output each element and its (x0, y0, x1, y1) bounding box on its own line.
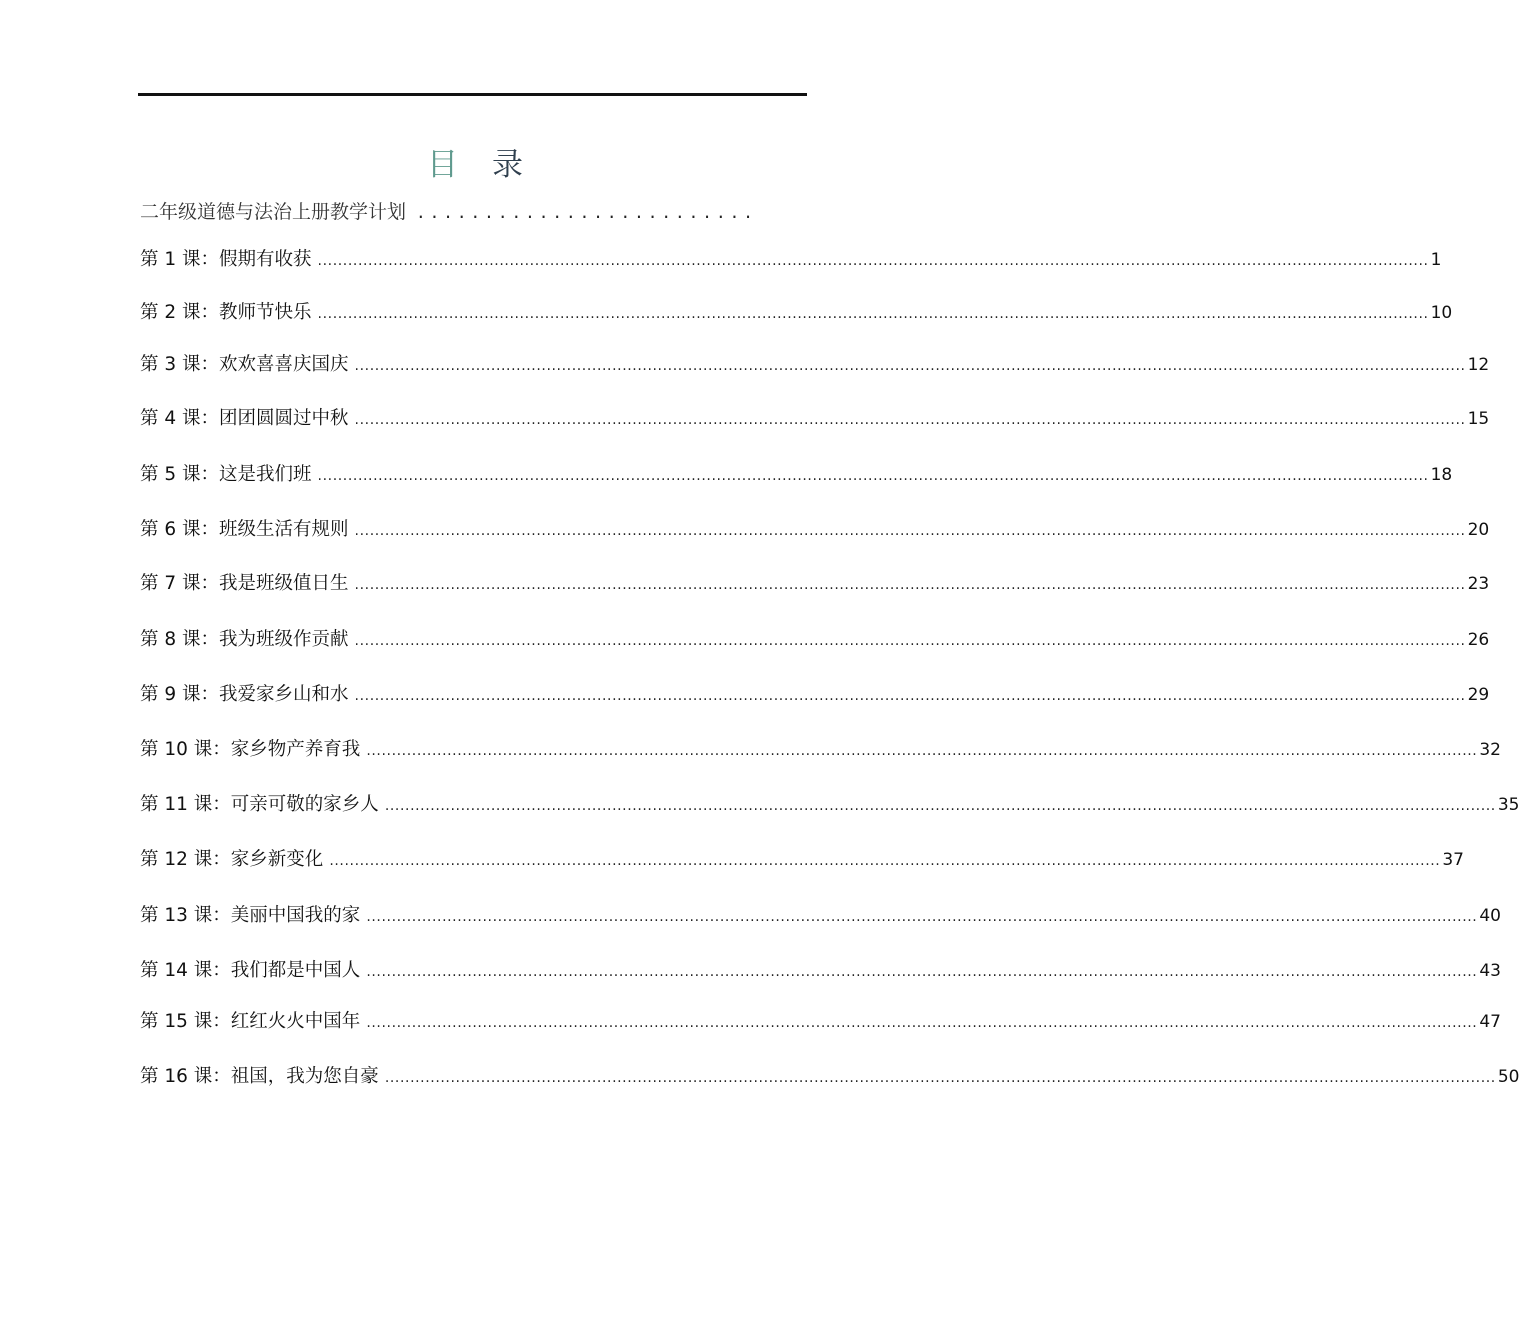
toc-leader-dots: ......................... (416, 203, 757, 222)
toc-entry-label: 第 3 课：欢欢喜喜庆国庆 (140, 354, 349, 375)
toc-entry-label: 第 6 课：班级生活有规则 (140, 519, 349, 540)
toc-leader-dots: ............................................................................................................................................................................................................................ (354, 523, 1466, 539)
toc-leader-dots: ............................................................................................................................................................................................................................ (354, 412, 1466, 428)
toc-entry-label: 二年级道德与法治上册教学计划 (140, 201, 407, 223)
toc-entry[interactable] (140, 351, 1490, 379)
toc-page-number: 15 (1467, 409, 1490, 429)
toc-leader-dots: ............................................................................................................................................................................................................................ (366, 909, 1478, 925)
toc-leader-dots: ............................................................................................................................................................................................................................ (384, 798, 1496, 814)
toc-entry-teaching-plan[interactable] (140, 197, 780, 223)
toc-leader-dots: ............................................................................................................................................................................................................................ (317, 306, 1429, 322)
toc-leader-dots: ............................................................................................................................................................................................................................ (366, 964, 1478, 980)
toc-entry[interactable] (140, 681, 1490, 709)
toc-entry-label: 第 16 课：祖国，我为您自豪 (140, 1066, 379, 1087)
toc-entry-label: 第 13 课：美丽中国我的家 (140, 905, 361, 926)
toc-entry-label: 第 11 课：可亲可敬的家乡人 (140, 794, 379, 815)
toc-entry[interactable] (140, 405, 1490, 433)
toc-page-number: 32 (1479, 740, 1501, 760)
toc-leader-dots: ............................................................................................................................................................................................................................ (354, 633, 1466, 649)
toc-page-number: 37 (1442, 850, 1464, 870)
toc-leader-dots: ............................................................................................................................................................................................................................ (366, 1015, 1478, 1031)
toc-page-number: 43 (1479, 961, 1501, 981)
toc-page-number: 12 (1467, 355, 1490, 375)
toc-page-number: 40 (1479, 906, 1501, 926)
toc-page-number: 50 (1497, 1067, 1520, 1087)
toc-entry[interactable] (140, 246, 1442, 274)
toc-entry-label: 第 8 课：我为班级作贡献 (140, 629, 349, 650)
toc-entry[interactable] (140, 516, 1490, 544)
toc-entry[interactable] (140, 1063, 1520, 1091)
toc-entry[interactable] (140, 626, 1490, 654)
toc-leader-dots: ............................................................................................................................................................................................................................ (354, 688, 1466, 704)
toc-entry-label: 第 1 课：假期有收获 (140, 249, 312, 270)
toc-entry-label: 第 9 课：我爱家乡山和水 (140, 684, 349, 705)
toc-entry-label: 第 5 课：这是我们班 (140, 464, 312, 485)
toc-leader-dots: ............................................................................................................................................................................................................................ (317, 253, 1429, 269)
toc-entry-label: 第 15 课：红红火火中国年 (140, 1011, 361, 1032)
toc-entry-label: 第 2 课：教师节快乐 (140, 302, 312, 323)
toc-page-number: 10 (1430, 303, 1453, 323)
toc-leader-dots: ............................................................................................................................................................................................................................ (317, 468, 1429, 484)
toc-entry-label: 第 4 课：团团圆圆过中秋 (140, 408, 349, 429)
toc-page-number: 47 (1479, 1012, 1501, 1032)
toc-entry[interactable] (140, 902, 1501, 930)
toc-page-number: 23 (1467, 574, 1490, 594)
toc-title-char-1: 目 (427, 147, 458, 183)
toc-entry-label: 第 14 课：我们都是中国人 (140, 960, 361, 981)
toc-entry[interactable] (140, 299, 1453, 327)
toc-leader-dots: ............................................................................................................................................................................................................................ (384, 1070, 1496, 1086)
toc-leader-dots: ............................................................................................................................................................................................................................ (354, 577, 1466, 593)
toc-leader-dots: ............................................................................................................................................................................................................................ (354, 358, 1466, 374)
toc-page-number: 29 (1467, 685, 1490, 705)
header-rule (138, 93, 807, 96)
toc-title (0, 145, 950, 185)
toc-leader-dots: ............................................................................................................................................................................................................................ (366, 743, 1478, 759)
toc-entry[interactable] (140, 1008, 1501, 1036)
toc-page-number: 1 (1430, 250, 1442, 270)
toc-entry[interactable] (140, 791, 1520, 819)
toc-leader-dots: ............................................................................................................................................................................................................................ (329, 853, 1441, 869)
toc-entry[interactable] (140, 461, 1453, 489)
toc-entry[interactable] (140, 570, 1490, 598)
toc-entry-label: 第 12 课：家乡新变化 (140, 849, 324, 870)
toc-entry-label: 第 7 课：我是班级值日生 (140, 573, 349, 594)
toc-page-number: 26 (1467, 630, 1490, 650)
toc-entry[interactable] (140, 846, 1464, 874)
toc-title-char-2: 录 (492, 147, 523, 183)
toc-entry-label: 第 10 课：家乡物产养育我 (140, 739, 361, 760)
toc-entry[interactable] (140, 736, 1501, 764)
toc-entry[interactable] (140, 957, 1501, 985)
toc-page-number: 18 (1430, 465, 1453, 485)
toc-page-number: 20 (1467, 520, 1490, 540)
toc-page-number: 35 (1497, 795, 1520, 815)
